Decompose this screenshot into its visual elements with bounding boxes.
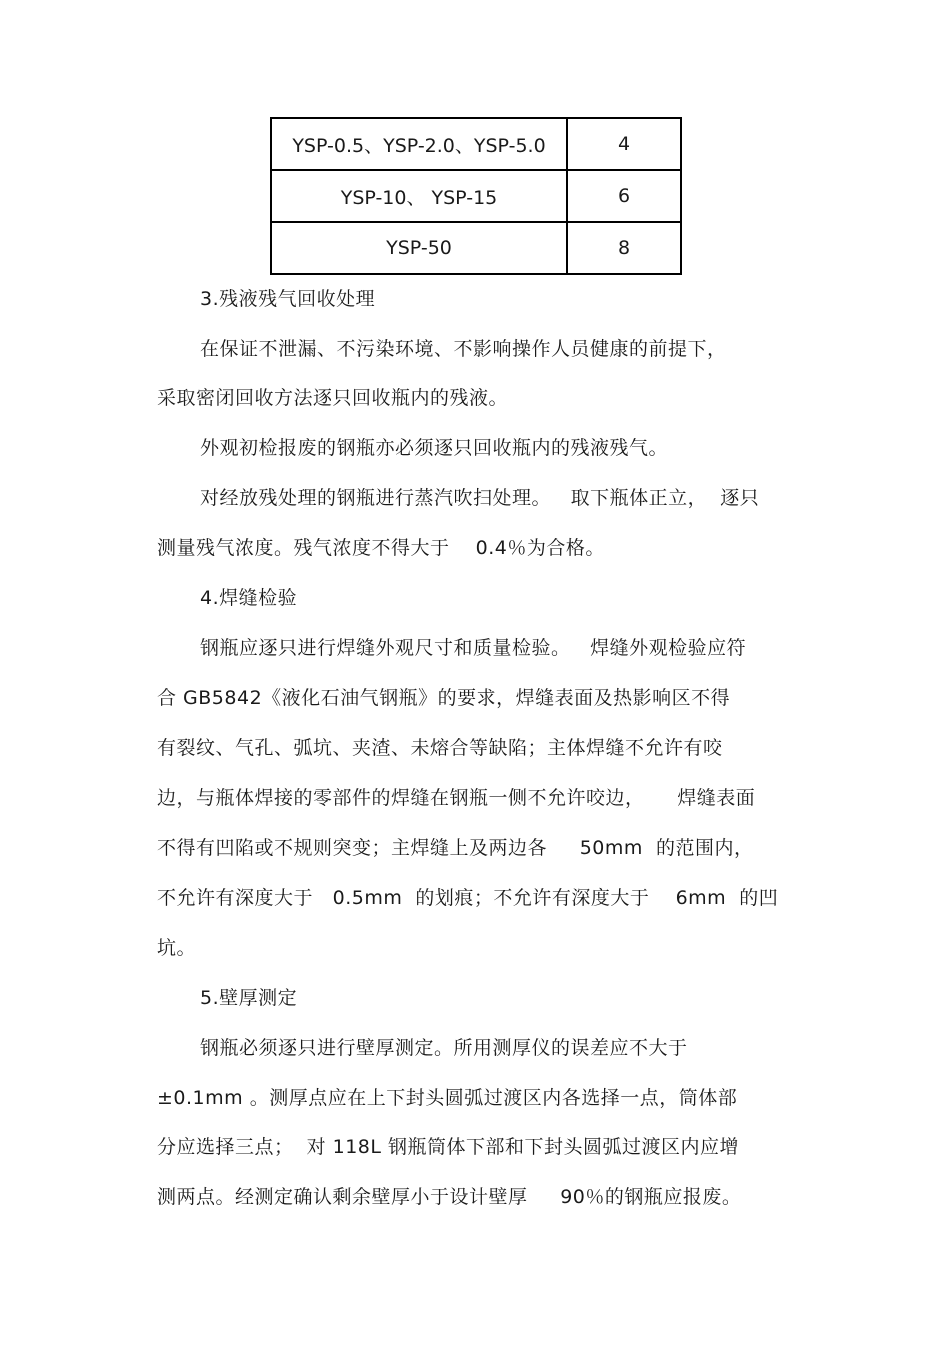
section-heading: 3.残液残气回收处理	[200, 288, 376, 310]
section-heading: 5.壁厚测定	[200, 987, 298, 1009]
paragraph-line: 测量残气浓度。残气浓度不得大于 0.4％为合格。	[157, 537, 605, 559]
paragraph-line: 坑。	[157, 937, 197, 959]
paragraph-line: 外观初检报废的钢瓶亦必须逐只回收瓶内的残液残气。	[200, 437, 669, 459]
count-cell: 6	[567, 170, 681, 222]
count-cell: 4	[567, 118, 681, 170]
model-cell: YSP-50	[271, 222, 567, 274]
paragraph-line: 在保证不泄漏、不污染环境、不影响操作人员健康的前提下，	[200, 338, 727, 360]
table-row	[271, 170, 681, 222]
cylinder-spec-table	[270, 117, 682, 275]
paragraph-line: 钢瓶必须逐只进行壁厚测定。所用测厚仪的误差应不大于	[200, 1037, 688, 1059]
paragraph-line: 分应选择三点； 对 118L 钢瓶筒体下部和下封头圆弧过渡区内应增	[157, 1136, 740, 1158]
paragraph-line: ±0.1mm 。测厚点应在上下封头圆弧过渡区内各选择一点，筒体部	[157, 1087, 738, 1109]
paragraph-line: 对经放残处理的钢瓶进行蒸汽吹扫处理。 取下瓶体正立， 逐只	[200, 487, 760, 509]
section-heading: 4.焊缝检验	[200, 587, 298, 609]
paragraph-line: 不得有凹陷或不规则突变；主焊缝上及两边各 50mm 的范围内，	[157, 837, 754, 859]
paragraph-line: 合 GB5842《液化石油气钢瓶》的要求，焊缝表面及热影响区不得	[157, 687, 731, 709]
table-row	[271, 118, 681, 170]
paragraph-line: 测两点。经测定确认剩余壁厚小于设计壁厚 90％的钢瓶应报废。	[157, 1186, 742, 1208]
paragraph-line: 钢瓶应逐只进行焊缝外观尺寸和质量检验。 焊缝外观检验应符	[200, 637, 747, 659]
paragraph-line: 有裂纹、气孔、弧坑、夹渣、未熔合等缺陷；主体焊缝不允许有咬	[157, 737, 723, 759]
model-cell: YSP-0.5、YSP-2.0、YSP-5.0	[271, 118, 567, 170]
model-cell: YSP-10、 YSP-15	[271, 170, 567, 222]
paragraph-line: 采取密闭回收方法逐只回收瓶内的残液。	[157, 387, 509, 409]
table-row	[271, 222, 681, 274]
paragraph-line: 不允许有深度大于 0.5mm 的划痕；不允许有深度大于 6mm 的凹	[157, 887, 779, 909]
paragraph-line: 边，与瓶体焊接的零部件的焊缝在钢瓶一侧不允许咬边， 焊缝表面	[157, 787, 756, 809]
count-cell: 8	[567, 222, 681, 274]
